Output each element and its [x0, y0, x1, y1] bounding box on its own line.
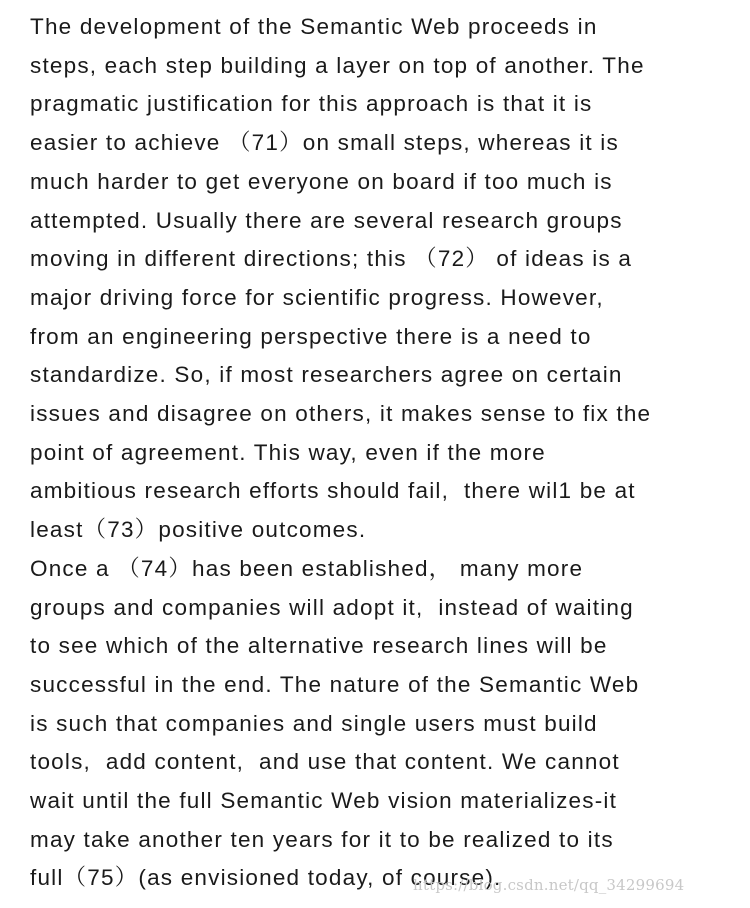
- text-line: ambitious research efforts should fail, there wil1 be at: [30, 478, 636, 504]
- text-line: much harder to get everyone on board if too much is: [30, 168, 613, 194]
- text-line: pragmatic justification for this approach is that it is: [30, 91, 593, 117]
- text-line: The development of the Semantic Web proceeds in: [30, 14, 598, 39]
- text-line: easier to achieve （71）on small steps, whereas it is: [30, 130, 619, 156]
- text-line: least（73）positive outcomes.: [30, 517, 367, 543]
- text-line: from an engineering perspective there is a need to: [30, 323, 592, 349]
- text-line: standardize. So, if most researchers agree on certain: [30, 362, 623, 388]
- text-line: issues and disagree on others, it makes sense to fix the: [30, 401, 652, 427]
- text-line: steps, each step building a layer on top of another. The: [30, 52, 645, 78]
- text-line: groups and companies will adopt it, instead of waiting: [30, 594, 634, 620]
- text-line: is such that companies and single users must build: [30, 710, 598, 736]
- text-line: attempted. Usually there are several research groups: [30, 207, 623, 233]
- text-line: Once a （74）has been established， many more: [30, 555, 584, 581]
- text-line: moving in different directions; this （72） of ideas is a: [30, 246, 633, 272]
- text-line: may take another ten years for it to be realized to its: [30, 826, 614, 852]
- text-line: point of agreement. This way, even if the more: [30, 439, 546, 465]
- text-line: major driving force for scientific progress. However,: [30, 284, 604, 310]
- watermark-url: https://blog.csdn.net/qq_34299694: [413, 876, 685, 894]
- text-line: successful in the end. The nature of the Semantic Web: [30, 671, 640, 697]
- text-line: to see which of the alternative research lines will be: [30, 633, 608, 659]
- passage-text: [30, 0, 750, 898]
- text-line: tools, add content, and use that content. We cannot: [30, 749, 620, 775]
- text-line: wait until the full Semantic Web vision materializes-it: [30, 788, 618, 814]
- text-line: full（75）(as envisioned today, of course).: [30, 865, 502, 891]
